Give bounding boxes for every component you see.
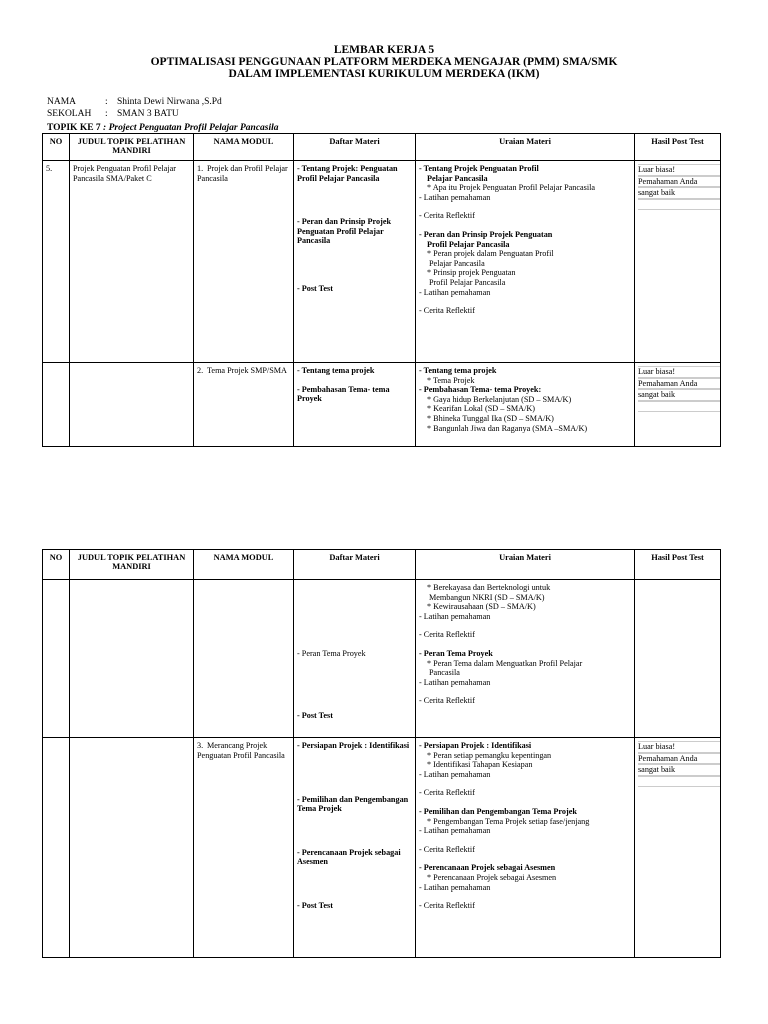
uraian-line: - Persiapan Projek : Identifikasi <box>419 741 532 750</box>
uraian-line: - Cerita Reflektif <box>419 788 475 798</box>
daftar-item: - Persiapan Projek : Identifikasi <box>297 741 410 750</box>
page-title <box>0 44 768 80</box>
uraian-line: - Pemilihan dan Pengembangan Tema Projek <box>419 806 577 816</box>
uraian-line: - Latihan pemahaman <box>419 882 491 892</box>
uraian-line: - Perencanaan Projek sebagai Asesmen <box>419 863 556 873</box>
uraian-line: - Tentang Projek Penguatan Profil <box>419 164 539 173</box>
header-hasil: Hasil Post Test <box>635 550 721 580</box>
uraian-line: * Peran projek dalam Penguatan Profil <box>427 249 554 259</box>
modul-number: 1. <box>197 164 204 173</box>
daftar-item: - Peran dan Prinsip Projek Penguatan Profil Pelajar Pancasila <box>297 217 392 246</box>
table-row <box>43 580 721 738</box>
modul-number: 3. <box>197 741 204 750</box>
cell-no <box>43 580 70 738</box>
daftar-item: - Tentang Projek: Penguatan Profil Pelajar Pancasila <box>297 164 398 183</box>
modul-name: Projek dan Profil Pelajar Pancasila <box>197 164 288 183</box>
table-row <box>43 363 721 447</box>
uraian-line: * Tema Projek <box>427 375 475 385</box>
title-line-1: LEMBAR KERJA 5 <box>333 44 435 56</box>
topik-label: TOPIK KE 7 <box>47 123 101 133</box>
cell-uraian <box>416 161 635 363</box>
uraian-line: * Bangunlah Jiwa dan Raganya (SMA –SMA/K) <box>427 423 588 433</box>
daftar-item: - Perencanaan Projek sebagai Asesmen <box>297 847 401 867</box>
topik-value: : Project Penguatan Profil Pelajar Pancasila <box>103 123 279 133</box>
cell-modul <box>194 738 294 958</box>
uraian-line: Pelajar Pancasila <box>429 258 485 268</box>
uraian-line: - Peran Tema Proyek <box>419 648 493 658</box>
header-uraian: Uraian Materi <box>416 134 635 161</box>
uraian-line: Pancasila <box>429 668 460 678</box>
cell-daftar <box>294 580 416 738</box>
uraian-line: Pelajar Pancasila <box>427 173 488 183</box>
uraian-line: * Kewirausahaan (SD – SMA/K) <box>427 602 536 612</box>
hasil-line: sangat baik <box>638 389 721 401</box>
daftar-item: - Pembahasan Tema- tema Proyek <box>297 384 390 404</box>
uraian-line: Profil Pelajar Pancasila <box>429 277 506 287</box>
uraian-line: - Cerita Reflektif <box>419 844 475 854</box>
daftar-item: - Pemilihan dan Pengembangan Tema Projek <box>297 794 409 814</box>
daftar-item: - Post Test <box>297 900 333 910</box>
uraian-line: - Cerita Reflektif <box>419 306 475 316</box>
header-judul: JUDUL TOPIK PELATIHAN MANDIRI <box>70 134 194 161</box>
title-line-2: OPTIMALISASI PENGGUNAAN PLATFORM MERDEKA MENGAJAR (PMM) SMA/SMK <box>150 56 618 68</box>
uraian-line: - Latihan pemahaman <box>419 769 491 779</box>
header-no: NO <box>43 550 70 580</box>
cell-daftar <box>294 738 416 958</box>
cell-judul <box>70 738 194 958</box>
table-row <box>43 161 721 363</box>
sekolah-label: SEKOLAH <box>47 109 92 119</box>
cell-judul <box>70 580 194 738</box>
cell-judul: Projek Penguatan Profil Pelajar Pancasila SMA/Paket C <box>70 161 194 363</box>
sekolah-value: SMAN 3 BATU <box>117 109 179 119</box>
header-no: NO <box>43 134 70 161</box>
uraian-line: * Peran Tema dalam Menguatkan Profil Pelajar <box>427 658 583 668</box>
header-modul: NAMA MODUL <box>194 134 294 161</box>
header-judul: JUDUL TOPIK PELATIHAN MANDIRI <box>70 550 194 580</box>
uraian-line: Membangun NKRI (SD – SMA/K) <box>429 592 545 602</box>
uraian-line: - Latihan pemahaman <box>419 677 491 687</box>
uraian-line: - Latihan pemahaman <box>419 192 491 202</box>
uraian-line: - Cerita Reflektif <box>419 630 475 640</box>
hasil-line: Luar biasa! <box>638 366 721 378</box>
hasil-line: Pemahaman Anda <box>638 378 721 390</box>
cell-hasil <box>635 580 721 738</box>
uraian-line: - Latihan pemahaman <box>419 611 491 621</box>
title-line-3: DALAM IMPLEMENTASI KURIKULUM MERDEKA (IKM) <box>228 68 540 80</box>
cell-hasil <box>635 161 721 363</box>
hasil-empty-box <box>638 401 721 412</box>
table-header-row <box>43 550 721 580</box>
hasil-line: Pemahaman Anda <box>638 176 721 188</box>
cell-modul <box>194 161 294 363</box>
uraian-line: * Gaya hidup Berkelanjutan (SD – SMA/K) <box>427 394 572 404</box>
cell-daftar <box>294 161 416 363</box>
uraian-line: - Tentang tema projek <box>419 366 497 375</box>
cell-no <box>43 363 70 447</box>
table-row <box>43 738 721 958</box>
cell-hasil <box>635 738 721 958</box>
uraian-line: - Latihan pemahaman <box>419 287 491 297</box>
cell-no <box>43 738 70 958</box>
cell-hasil <box>635 363 721 447</box>
sekolah-row <box>47 109 179 120</box>
uraian-line: * Apa itu Projek Penguatan Profil Pelajar Pancasila <box>427 183 596 193</box>
uraian-line: - Pembahasan Tema- tema Proyek: <box>419 385 542 395</box>
uraian-line: * Kearifan Lokal (SD – SMA/K) <box>427 404 536 414</box>
uraian-line: * Berekayasa dan Berteknologi untuk <box>427 583 551 592</box>
uraian-line: * Pengembangan Tema Projek setiap fase/jenjang <box>427 816 590 826</box>
uraian-line: Profil Pelajar Pancasila <box>427 239 510 249</box>
daftar-item: - Post Test <box>297 710 333 720</box>
nama-label: NAMA <box>47 97 77 107</box>
cell-no: 5. <box>43 161 70 363</box>
header-hasil: Hasil Post Test <box>635 134 721 161</box>
uraian-line: * Prinsip projek Penguatan <box>427 268 516 278</box>
worksheet-table-1 <box>42 133 721 447</box>
worksheet-table-2 <box>42 549 721 958</box>
cell-uraian <box>416 738 635 958</box>
hasil-line: sangat baik <box>638 187 721 199</box>
modul-name: Tema Projek SMP/SMA <box>207 366 287 375</box>
daftar-item: - Tentang tema projek <box>297 366 375 375</box>
uraian-line: * Identifikasi Tahapan Kesiapan <box>427 760 533 770</box>
sekolah-sep: : <box>105 109 108 119</box>
nama-value: Shinta Dewi Nirwana ,S.Pd <box>117 97 222 107</box>
cell-judul <box>70 363 194 447</box>
cell-uraian <box>416 363 635 447</box>
uraian-line: - Latihan pemahaman <box>419 826 491 836</box>
header-daftar: Daftar Materi <box>294 134 416 161</box>
uraian-line: - Cerita Reflektif <box>419 696 475 706</box>
hasil-line: Luar biasa! <box>638 741 721 753</box>
header-daftar: Daftar Materi <box>294 550 416 580</box>
cell-modul <box>194 363 294 447</box>
hasil-empty-box <box>638 199 721 210</box>
table-header-row <box>43 134 721 161</box>
daftar-item: - Post Test <box>297 283 333 293</box>
header-modul: NAMA MODUL <box>194 550 294 580</box>
uraian-line: * Perencanaan Projek sebagai Asesmen <box>427 872 557 882</box>
hasil-line: Pemahaman Anda <box>638 753 721 765</box>
uraian-line: - Peran dan Prinsip Projek Penguatan <box>419 229 553 239</box>
topik-row <box>47 123 279 133</box>
uraian-line: * Bhineka Tunggal Ika (SD – SMA/K) <box>427 413 554 423</box>
hasil-line: Luar biasa! <box>638 164 721 176</box>
uraian-line: - Cerita Reflektif <box>419 211 475 221</box>
nama-row <box>47 97 222 108</box>
header-uraian: Uraian Materi <box>416 550 635 580</box>
nama-sep: : <box>105 97 108 107</box>
cell-daftar <box>294 363 416 447</box>
daftar-item: - Peran Tema Proyek <box>297 649 366 658</box>
cell-uraian <box>416 580 635 738</box>
hasil-empty-box <box>638 776 721 787</box>
uraian-line: - Cerita Reflektif <box>419 901 475 911</box>
uraian-line: * Peran setiap pemangku kepentingan <box>427 750 552 760</box>
hasil-line: sangat baik <box>638 764 721 776</box>
cell-modul <box>194 580 294 738</box>
modul-name: Merancang Projek Penguatan Profil Pancasila <box>197 741 285 760</box>
modul-number: 2. <box>197 366 204 375</box>
